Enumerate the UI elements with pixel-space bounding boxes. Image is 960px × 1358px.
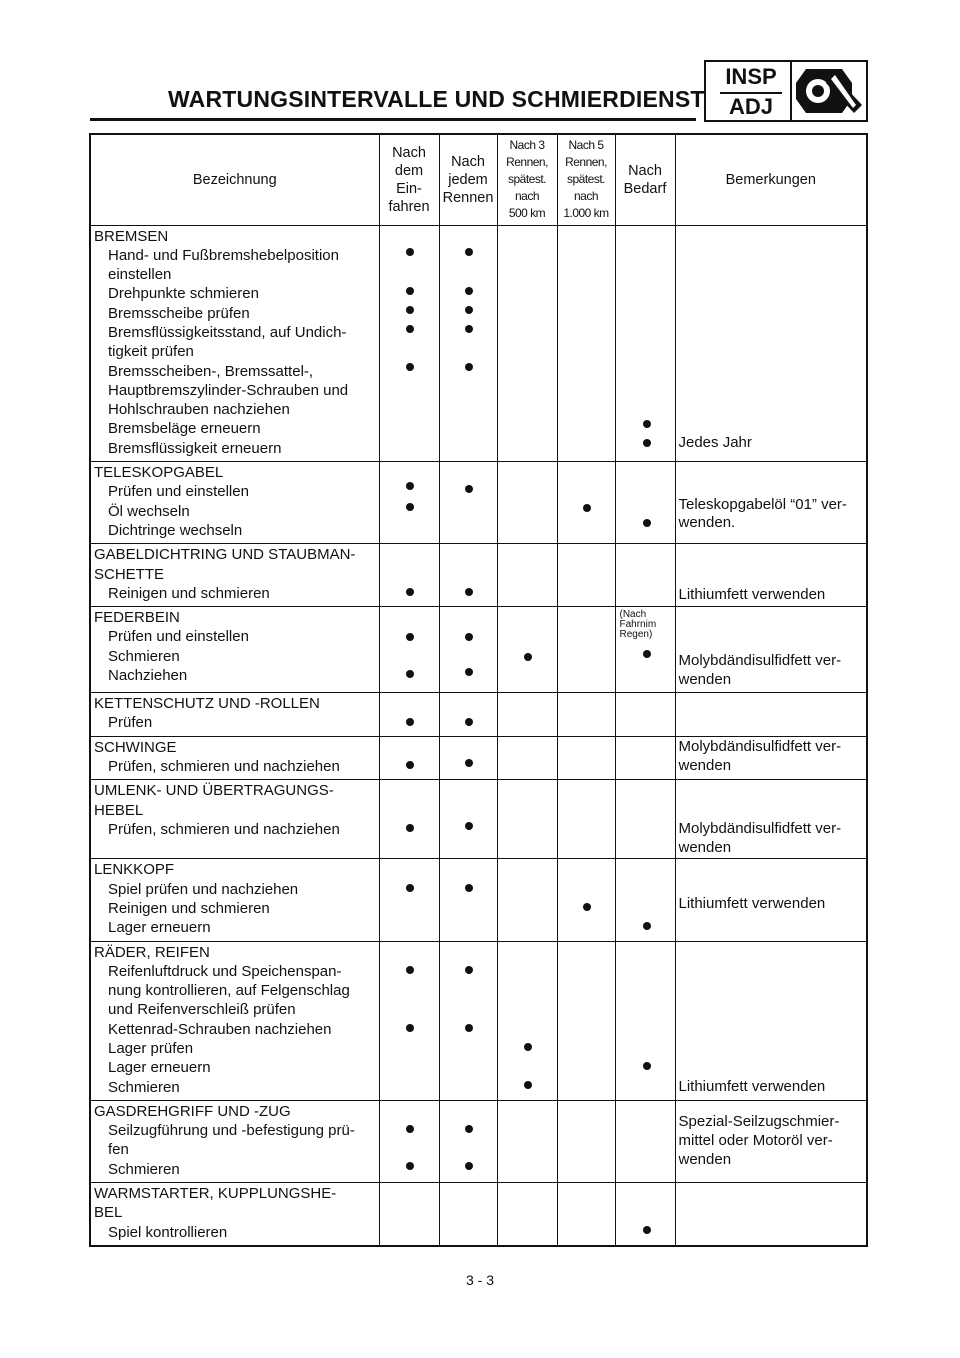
table-row: UMLENK- UND ÜBERTRAGUNGS- HEBEL Prüfen, schmieren und nachziehen Molybdändisulfidfett ver- wenden <box>90 780 867 859</box>
remark: Molybdändisulfidfett ver- wenden <box>678 737 842 774</box>
interval-dot <box>524 653 532 661</box>
col-header-bemerkungen: Bemerkungen <box>675 134 867 225</box>
interval-dot <box>406 482 414 490</box>
interval-dot <box>465 1162 473 1170</box>
col-header-bedarf: Nach Bedarf <box>615 134 675 225</box>
interval-dot <box>406 824 414 832</box>
interval-dot <box>643 420 651 428</box>
interval-dot <box>465 759 473 767</box>
interval-dot <box>643 1226 651 1234</box>
interval-dot <box>465 884 473 892</box>
col-header-bezeichnung: Bezeichnung <box>90 134 379 225</box>
interval-dot <box>524 1043 532 1051</box>
table-row: GABELDICHTRING UND STAUBMAN- SCHETTE Reinigen und schmieren Lithiumfett verwenden <box>90 544 867 607</box>
interval-dot <box>406 287 414 295</box>
interval-dot <box>465 718 473 726</box>
interval-dot <box>465 1024 473 1032</box>
table-header-row <box>90 134 867 225</box>
interval-dot <box>643 519 651 527</box>
interval-dot <box>465 306 473 314</box>
table-row: WARMSTARTER, KUPPLUNGSHE- BEL Spiel kontrollieren <box>90 1183 867 1246</box>
interval-dot <box>643 650 651 658</box>
interval-dot <box>465 485 473 493</box>
interval-dot <box>406 1162 414 1170</box>
remark: Jedes Jahr <box>678 433 752 451</box>
interval-dot <box>406 363 414 371</box>
interval-dot <box>406 1024 414 1032</box>
interval-dot <box>643 1062 651 1070</box>
interval-dot <box>406 633 414 641</box>
table-row: LENKKOPF Spiel prüfen und nachziehen Reinigen und schmieren Lager erneuern Lithiumfett verwenden <box>90 859 867 941</box>
interval-dot <box>406 306 414 314</box>
interval-dot <box>465 588 473 596</box>
interval-dot <box>465 822 473 830</box>
fahrnim-note-1: (Nach <box>619 609 647 621</box>
interval-dot <box>643 439 651 447</box>
title-underline <box>90 118 696 121</box>
remark: Molybdändisulfidfett ver- wenden <box>678 820 842 857</box>
col-header-jedem-rennen: Nach jedem Rennen <box>439 134 497 225</box>
col-header-5-rennen: Nach 5 Rennen, spätest. nach 1.000 km <box>557 134 615 225</box>
interval-dot <box>524 1081 532 1089</box>
interval-dot <box>406 966 414 974</box>
badge-divider <box>790 62 792 120</box>
interval-dot <box>406 1125 414 1133</box>
page-title: WARTUNGSINTERVALLE UND SCHMIERDIENST <box>168 86 705 112</box>
interval-dot <box>465 325 473 333</box>
interval-dot <box>583 504 591 512</box>
table-row: KETTENSCHUTZ UND -ROLLEN Prüfen <box>90 693 867 737</box>
interval-dot <box>406 503 414 511</box>
interval-dot <box>465 363 473 371</box>
wrench-icon <box>796 65 866 117</box>
insp-adj-badge <box>704 60 868 122</box>
col-header-3-rennen: Nach 3 Rennen, spätest. nach 500 km <box>497 134 557 225</box>
interval-dot <box>465 668 473 676</box>
interval-dot <box>406 670 414 678</box>
interval-dot <box>583 903 591 911</box>
interval-dot <box>643 922 651 930</box>
interval-dot <box>465 287 473 295</box>
interval-dot <box>406 761 414 769</box>
table-row: FEDERBEIN Prüfen und einstellen Schmieren Nachziehen (Nach Fahrnim Regen) Molybdändisulfidfett ver- wenden <box>90 607 867 693</box>
interval-dot <box>406 718 414 726</box>
remark: Lithiumfett verwenden <box>678 1077 826 1095</box>
table-row: SCHWINGE Prüfen, schmieren und nachziehen Molybdändisulfidfett ver- wenden <box>90 736 867 780</box>
maintenance-table <box>89 133 868 1247</box>
interval-dot <box>406 325 414 333</box>
remark: Lithiumfett verwenden <box>678 895 826 913</box>
table-row: TELESKOPGABEL Prüfen und einstellen Öl wechseln Dichtringe wechseln Teleskopgabelöl “01” ver- wenden. <box>90 462 867 544</box>
table-row: GASDREHGRIFF UND -ZUG Seilzugführung und -befestigung prü- fen Schmieren Spezial-Seilzugschmier- mittel oder Motoröl ver- wenden <box>90 1100 867 1182</box>
remark: Lithiumfett verwenden <box>678 586 826 604</box>
remark: Spezial-Seilzugschmier- mittel oder Motoröl ver- wenden <box>678 1112 840 1168</box>
interval-dot <box>465 966 473 974</box>
interval-dot <box>406 884 414 892</box>
remark: Teleskopgabelöl “01” ver- wenden. <box>678 496 847 532</box>
table-row: RÄDER, REIFEN Reifenluftdruck und Speichenspan- nung kontrollieren, auf Felgenschlag und Reifenverschleiß prüfen Kettenrad-Schrauben nachziehen Lager prüfen Lager erneuern Schmieren Lithiumfett verwenden <box>90 941 867 1100</box>
table-row <box>90 225 867 462</box>
row-name-cell: BREMSEN Hand- und Fußbremshebelposition einstellen Drehpunkte schmieren Bremsscheibe prüfen Bremsflüssigkeitsstand, auf Undich- tigkeit prüfen Bremsscheiben-, Bremssattel-, Hauptbremszylinder-Schrauben und Hohlschrauben nachziehen Bremsbeläge erneuern Bremsflüssigkeit erneuern <box>90 225 379 462</box>
page-number: 3 - 3 <box>465 1272 494 1288</box>
remark: Molybdändisulfidfett ver- wenden <box>678 652 842 689</box>
badge-insp-label: INSP <box>725 64 777 89</box>
interval-dot <box>406 248 414 256</box>
interval-dot <box>465 1125 473 1133</box>
interval-dot <box>406 588 414 596</box>
col-header-einfahren: Nach dem Ein- fahren <box>379 134 439 225</box>
interval-dot <box>465 633 473 641</box>
fahrnim-note-2: Fahrnim <box>619 619 657 631</box>
interval-dot <box>465 248 473 256</box>
fahrnim-note-3: Regen) <box>619 629 653 641</box>
badge-adj-label: ADJ <box>728 94 773 119</box>
